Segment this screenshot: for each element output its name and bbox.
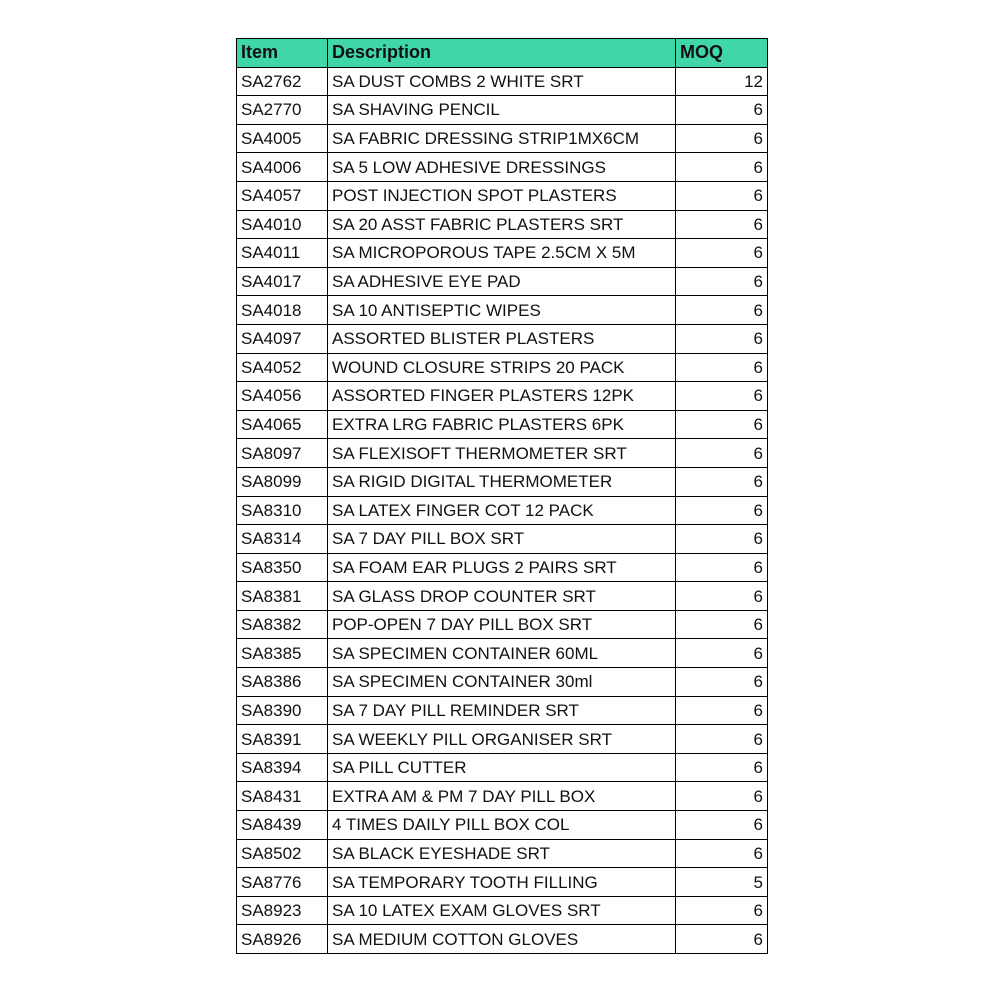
- table-row: [237, 467, 768, 496]
- cell-description: SA FABRIC DRESSING STRIP1MX6CM: [328, 124, 676, 153]
- cell-item: SA8431: [237, 782, 328, 811]
- cell-item: SA4011: [237, 239, 328, 268]
- table-row: [237, 181, 768, 210]
- cell-item: SA2762: [237, 67, 328, 96]
- cell-item: SA8097: [237, 439, 328, 468]
- cell-description: SA 7 DAY PILL REMINDER SRT: [328, 696, 676, 725]
- cell-moq: 6: [676, 639, 768, 668]
- cell-moq: 6: [676, 668, 768, 697]
- cell-item: SA4017: [237, 267, 328, 296]
- cell-item: SA8923: [237, 896, 328, 925]
- cell-moq: 6: [676, 525, 768, 554]
- cell-moq: 6: [676, 296, 768, 325]
- cell-description: SA SHAVING PENCIL: [328, 96, 676, 125]
- header-moq: MOQ: [676, 39, 768, 68]
- table-row: [237, 382, 768, 411]
- cell-description: EXTRA AM & PM 7 DAY PILL BOX: [328, 782, 676, 811]
- cell-item: SA8350: [237, 553, 328, 582]
- cell-moq: 6: [676, 839, 768, 868]
- cell-item: SA8926: [237, 925, 328, 954]
- cell-item: SA4005: [237, 124, 328, 153]
- cell-description: SA TEMPORARY TOOTH FILLING: [328, 868, 676, 897]
- cell-item: SA8502: [237, 839, 328, 868]
- cell-description: EXTRA LRG FABRIC PLASTERS 6PK: [328, 410, 676, 439]
- cell-item: SA8776: [237, 868, 328, 897]
- header-item: Item: [237, 39, 328, 68]
- cell-moq: 6: [676, 782, 768, 811]
- table-row: [237, 753, 768, 782]
- cell-moq: 6: [676, 382, 768, 411]
- table-row: [237, 525, 768, 554]
- table-row: [237, 324, 768, 353]
- cell-description: POP-OPEN 7 DAY PILL BOX SRT: [328, 610, 676, 639]
- cell-moq: 6: [676, 553, 768, 582]
- cell-moq: 6: [676, 267, 768, 296]
- table-body: [237, 67, 768, 953]
- cell-item: SA4057: [237, 181, 328, 210]
- cell-description: SA 5 LOW ADHESIVE DRESSINGS: [328, 153, 676, 182]
- cell-description: SA GLASS DROP COUNTER SRT: [328, 582, 676, 611]
- table-row: [237, 925, 768, 954]
- cell-item: SA2770: [237, 96, 328, 125]
- cell-moq: 6: [676, 811, 768, 840]
- cell-description: 4 TIMES DAILY PILL BOX COL: [328, 811, 676, 840]
- header-row: [237, 39, 768, 68]
- cell-moq: 12: [676, 67, 768, 96]
- cell-description: ASSORTED BLISTER PLASTERS: [328, 324, 676, 353]
- table-row: [237, 811, 768, 840]
- table-row: [237, 696, 768, 725]
- cell-moq: 6: [676, 696, 768, 725]
- cell-item: SA8390: [237, 696, 328, 725]
- table-row: [237, 553, 768, 582]
- cell-item: SA8386: [237, 668, 328, 697]
- cell-moq: 5: [676, 868, 768, 897]
- cell-item: SA8391: [237, 725, 328, 754]
- cell-item: SA4065: [237, 410, 328, 439]
- table-row: [237, 582, 768, 611]
- table-row: [237, 210, 768, 239]
- cell-item: SA4018: [237, 296, 328, 325]
- cell-item: SA4056: [237, 382, 328, 411]
- cell-description: SA MEDIUM COTTON GLOVES: [328, 925, 676, 954]
- cell-item: SA8439: [237, 811, 328, 840]
- cell-item: SA4006: [237, 153, 328, 182]
- cell-description: SA DUST COMBS 2 WHITE SRT: [328, 67, 676, 96]
- table-row: [237, 868, 768, 897]
- cell-description: SA MICROPOROUS TAPE 2.5CM X 5M: [328, 239, 676, 268]
- table-row: [237, 153, 768, 182]
- cell-moq: 6: [676, 725, 768, 754]
- cell-moq: 6: [676, 124, 768, 153]
- cell-description: SA SPECIMEN CONTAINER 60ML: [328, 639, 676, 668]
- table-row: [237, 668, 768, 697]
- table-row: [237, 267, 768, 296]
- cell-moq: 6: [676, 153, 768, 182]
- cell-item: SA8310: [237, 496, 328, 525]
- table-row: [237, 410, 768, 439]
- cell-moq: 6: [676, 496, 768, 525]
- cell-item: SA8381: [237, 582, 328, 611]
- cell-description: SA 7 DAY PILL BOX SRT: [328, 525, 676, 554]
- cell-description: SA RIGID DIGITAL THERMOMETER: [328, 467, 676, 496]
- header-description: Description: [328, 39, 676, 68]
- table-row: [237, 353, 768, 382]
- table-row: [237, 296, 768, 325]
- cell-moq: 6: [676, 353, 768, 382]
- cell-moq: 6: [676, 181, 768, 210]
- cell-moq: 6: [676, 582, 768, 611]
- cell-moq: 6: [676, 324, 768, 353]
- cell-item: SA8385: [237, 639, 328, 668]
- cell-description: SA WEEKLY PILL ORGANISER SRT: [328, 725, 676, 754]
- cell-item: SA8314: [237, 525, 328, 554]
- table-row: [237, 610, 768, 639]
- cell-moq: 6: [676, 410, 768, 439]
- cell-description: SA 10 LATEX EXAM GLOVES SRT: [328, 896, 676, 925]
- table-row: [237, 124, 768, 153]
- cell-description: SA BLACK EYESHADE SRT: [328, 839, 676, 868]
- cell-item: SA8382: [237, 610, 328, 639]
- cell-moq: 6: [676, 96, 768, 125]
- cell-moq: 6: [676, 896, 768, 925]
- cell-moq: 6: [676, 753, 768, 782]
- table-row: [237, 496, 768, 525]
- table-row: [237, 839, 768, 868]
- cell-moq: 6: [676, 610, 768, 639]
- cell-description: SA ADHESIVE EYE PAD: [328, 267, 676, 296]
- cell-item: SA4010: [237, 210, 328, 239]
- cell-item: SA8099: [237, 467, 328, 496]
- cell-description: SA 10 ANTISEPTIC WIPES: [328, 296, 676, 325]
- cell-item: SA8394: [237, 753, 328, 782]
- cell-description: SA SPECIMEN CONTAINER 30ml: [328, 668, 676, 697]
- table-row: [237, 896, 768, 925]
- cell-moq: 6: [676, 925, 768, 954]
- cell-description: POST INJECTION SPOT PLASTERS: [328, 181, 676, 210]
- cell-description: SA LATEX FINGER COT 12 PACK: [328, 496, 676, 525]
- cell-description: SA FLEXISOFT THERMOMETER SRT: [328, 439, 676, 468]
- table-row: [237, 725, 768, 754]
- cell-description: SA 20 ASST FABRIC PLASTERS SRT: [328, 210, 676, 239]
- cell-description: ASSORTED FINGER PLASTERS 12PK: [328, 382, 676, 411]
- cell-moq: 6: [676, 239, 768, 268]
- table-row: [237, 239, 768, 268]
- table-row: [237, 639, 768, 668]
- cell-item: SA4052: [237, 353, 328, 382]
- product-table: [236, 38, 768, 954]
- cell-moq: 6: [676, 467, 768, 496]
- cell-description: WOUND CLOSURE STRIPS 20 PACK: [328, 353, 676, 382]
- table-row: [237, 439, 768, 468]
- table-row: [237, 67, 768, 96]
- cell-moq: 6: [676, 210, 768, 239]
- table-row: [237, 96, 768, 125]
- cell-description: SA PILL CUTTER: [328, 753, 676, 782]
- table-row: [237, 782, 768, 811]
- cell-description: SA FOAM EAR PLUGS 2 PAIRS SRT: [328, 553, 676, 582]
- cell-item: SA4097: [237, 324, 328, 353]
- cell-moq: 6: [676, 439, 768, 468]
